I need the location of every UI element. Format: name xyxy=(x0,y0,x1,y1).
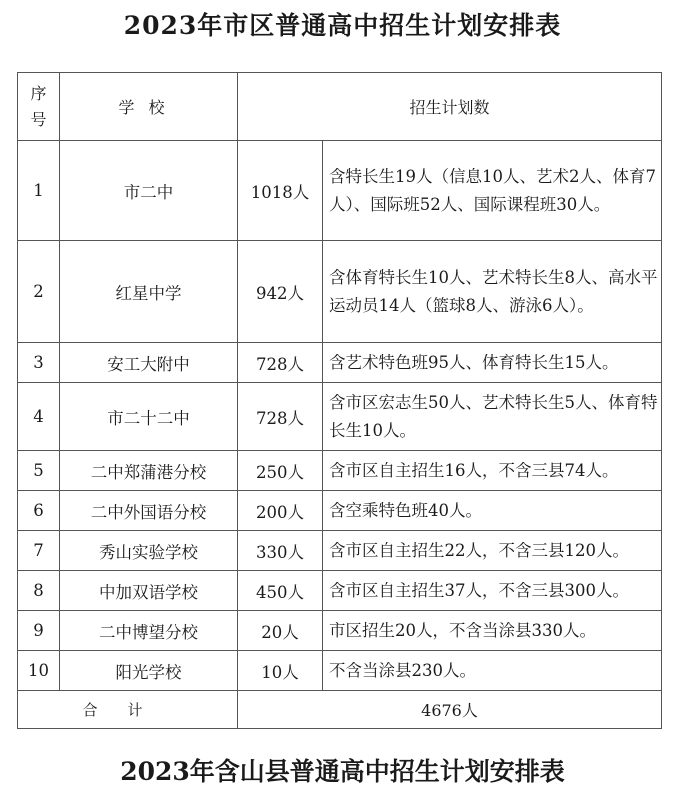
total-value: 4676人 xyxy=(238,691,662,729)
header-index-line1: 序 xyxy=(30,83,47,103)
row-school: 中加双语学校 xyxy=(60,571,238,611)
row-note: 含市区自主招生16人，不含三县74人。 xyxy=(323,451,662,491)
row-note: 含市区自主招生22人，不含三县120人。 xyxy=(323,531,662,571)
row-school: 市二中 xyxy=(60,141,238,241)
row-index: 1 xyxy=(18,141,60,241)
row-count: 330人 xyxy=(238,531,323,571)
row-school: 二中外国语分校 xyxy=(60,491,238,531)
header-school: 学校 xyxy=(60,73,238,141)
row-count: 10人 xyxy=(238,651,323,691)
row-note: 不含当涂县230人。 xyxy=(323,651,662,691)
row-count: 1018人 xyxy=(238,141,323,241)
row-index: 9 xyxy=(18,611,60,651)
row-note: 含体育特长生10人、艺术特长生8人、高水平运动员14人（篮球8人、游泳6人）。 xyxy=(323,241,662,343)
table-total-row xyxy=(18,691,662,729)
row-note: 含特长生19人（信息10人、艺术2人、体育7人）、国际班52人、国际课程班30人。 xyxy=(323,141,662,241)
row-index: 6 xyxy=(18,491,60,531)
row-note: 含市区自主招生37人，不含三县300人。 xyxy=(323,571,662,611)
header-plan: 招生计划数 xyxy=(238,73,662,141)
row-count: 20人 xyxy=(238,611,323,651)
table-row xyxy=(18,651,662,691)
row-index: 3 xyxy=(18,343,60,383)
page-title: 2023年市区普通高中招生计划安排表 xyxy=(123,11,562,40)
row-school: 市二十二中 xyxy=(60,383,238,451)
row-count: 728人 xyxy=(238,383,323,451)
table-row xyxy=(18,451,662,491)
enrollment-plan-table xyxy=(17,72,662,729)
row-note: 含艺术特色班95人、体育特长生15人。 xyxy=(323,343,662,383)
row-index: 8 xyxy=(18,571,60,611)
next-section-title-text: 2023年含山县普通高中招生计划安排表 xyxy=(120,757,565,786)
row-index: 10 xyxy=(18,651,60,691)
row-school: 二中郑蒲港分校 xyxy=(60,451,238,491)
row-school: 阳光学校 xyxy=(60,651,238,691)
header-index xyxy=(18,73,60,141)
row-school: 红星中学 xyxy=(60,241,238,343)
row-count: 200人 xyxy=(238,491,323,531)
table-row xyxy=(18,343,662,383)
table-row xyxy=(18,241,662,343)
row-count: 250人 xyxy=(238,451,323,491)
next-section-title xyxy=(0,752,685,786)
row-note: 含空乘特色班40人。 xyxy=(323,491,662,531)
row-index: 7 xyxy=(18,531,60,571)
row-index: 2 xyxy=(18,241,60,343)
row-index: 4 xyxy=(18,383,60,451)
row-note: 市区招生20人，不含当涂县330人。 xyxy=(323,611,662,651)
table-row xyxy=(18,383,662,451)
row-count: 942人 xyxy=(238,241,323,343)
row-school: 安工大附中 xyxy=(60,343,238,383)
table-row xyxy=(18,141,662,241)
table-row xyxy=(18,571,662,611)
row-school: 二中博望分校 xyxy=(60,611,238,651)
table-row xyxy=(18,531,662,571)
table-row xyxy=(18,491,662,531)
total-label: 合计 xyxy=(18,691,238,729)
row-count: 450人 xyxy=(238,571,323,611)
row-school: 秀山实验学校 xyxy=(60,531,238,571)
table-header-row xyxy=(18,73,662,141)
row-index: 5 xyxy=(18,451,60,491)
row-note: 含市区宏志生50人、艺术特长生5人、体育特长生10人。 xyxy=(323,383,662,451)
row-count: 728人 xyxy=(238,343,323,383)
header-index-line2: 号 xyxy=(30,109,47,129)
table-row xyxy=(18,611,662,651)
